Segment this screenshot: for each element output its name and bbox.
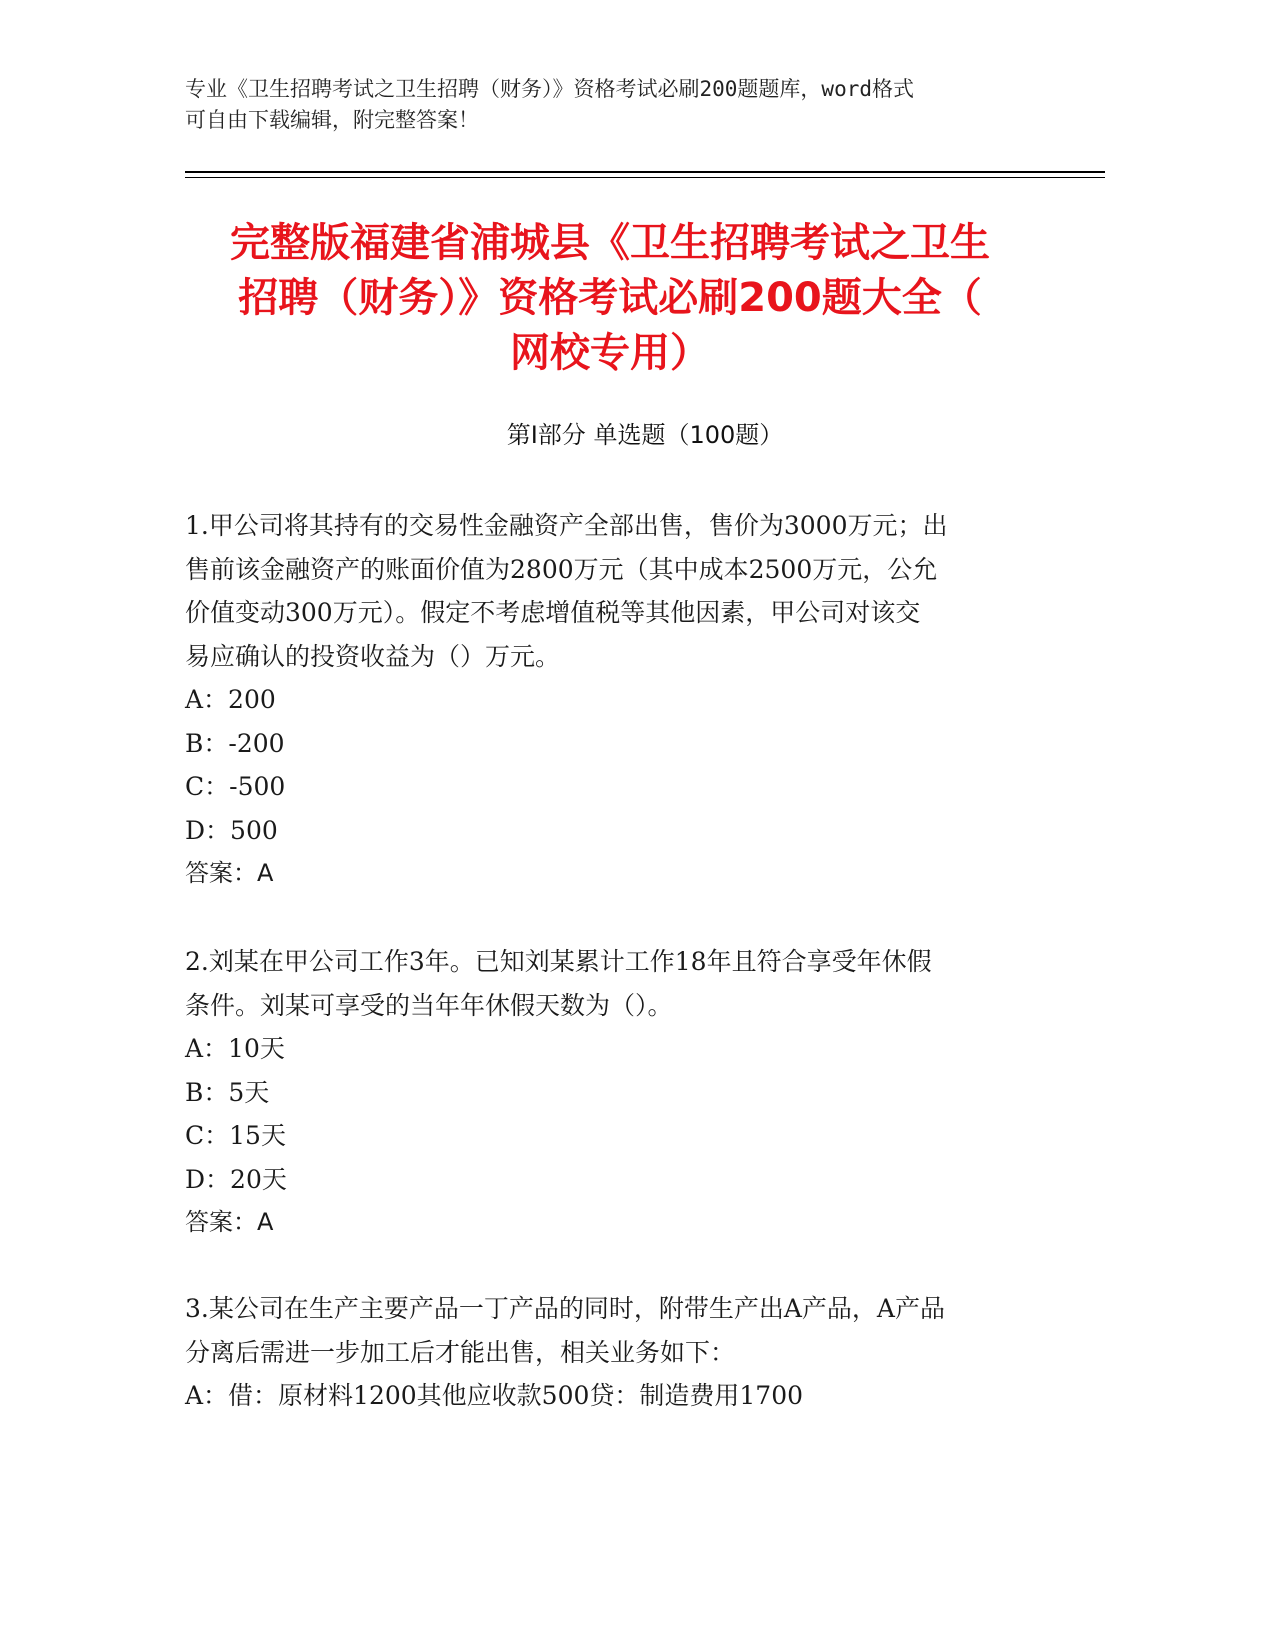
question-stem-line: 售前该金融资产的账面价值为2800万元（其中成本2500万元，公允 [185,554,938,584]
question-stem-line: 3.某公司在生产主要产品一丁产品的同时，附带生产出A产品，A产品 [185,1294,945,1323]
title-line: 网校专用） [510,330,710,376]
question-block [185,1287,1045,1418]
header-note-line: 专业《卫生招聘考试之卫生招聘（财务）》资格考试必刷200题题库，word格式 [185,77,914,101]
header-note-line: 可自由下载编辑，附完整答案！ [185,108,479,132]
question-stem-line: 价值变动300万元）。假定不考虑增值税等其他因素，甲公司对该交 [185,598,921,627]
question-block [185,940,1045,1245]
title-line: 招聘（财务）》资格考试必刷200题大全（ [238,275,982,321]
option-a: A：借：原材料1200其他应收款500贷：制造费用1700 [185,1381,804,1410]
option-a: A：200 [185,685,276,714]
question-stem-line: 条件。刘某可享受的当年年休假天数为（）。 [185,990,673,1020]
question-stem-line: 2.刘某在甲公司工作3年。已知刘某累计工作18年且符合享受年休假 [185,947,932,976]
option-c: C：-500 [185,772,286,801]
option-b: B：-200 [185,728,285,758]
option-c: C：15天 [185,1121,286,1150]
option-d: D：20天 [185,1164,287,1194]
option-b: B：5天 [185,1077,270,1107]
title-line: 完整版福建省浦城县《卫生招聘考试之卫生 [230,220,990,266]
header-note [185,74,1065,136]
question-block [185,504,1045,896]
option-a: A：10天 [185,1034,285,1063]
option-d: D：500 [185,815,278,845]
answer-line: 答案：A [185,1208,274,1236]
header-divider-thick [185,171,1105,173]
document-title [150,216,1070,381]
section-heading: 第Ⅰ部分 单选题（100题） [506,421,784,449]
question-stem-line: 分离后需进一步加工后才能出售，相关业务如下： [185,1337,736,1367]
question-stem-line: 易应确认的投资收益为（）万元。 [185,641,561,671]
question-stem-line: 1.甲公司将其持有的交易性金融资产全部出售，售价为3000万元；出 [185,511,948,540]
header-divider-thin [185,177,1105,178]
answer-line: 答案：A [185,859,274,887]
